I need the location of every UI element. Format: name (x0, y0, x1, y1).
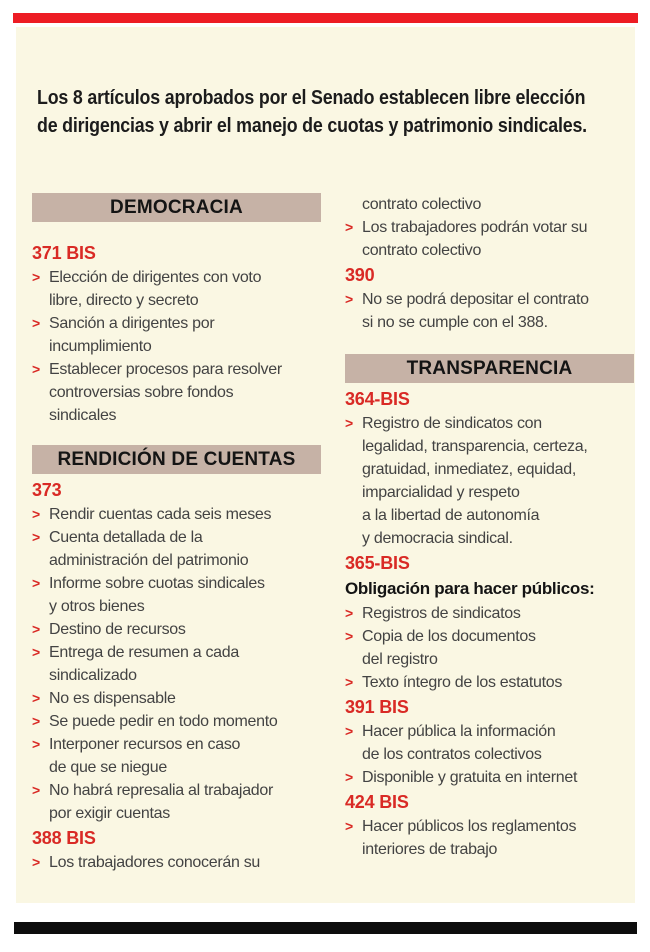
list-item (32, 687, 321, 710)
chevron-bullet-icon: > (32, 621, 40, 637)
item-text: Rendir cuentas cada seis meses (49, 506, 272, 523)
chevron-bullet-icon: > (32, 529, 40, 545)
top-red-divider (13, 13, 638, 23)
section-header: RENDICIÓN DE CUENTAS (32, 445, 321, 474)
chevron-bullet-icon: > (32, 713, 40, 729)
chevron-bullet-icon: > (345, 723, 353, 739)
chevron-bullet-icon: > (32, 269, 40, 285)
item-text: Registros de sindicatos (362, 605, 521, 622)
headline-line-1: Los 8 artículos aprobados por el Senado establecen libre elección (37, 87, 586, 109)
list-item (345, 216, 634, 262)
article-number: 391 BIS (345, 697, 409, 717)
chevron-bullet-icon: > (345, 769, 353, 785)
page-headline (37, 84, 624, 140)
item-text: Los trabajadores podrán votar su contrato colectivo (362, 219, 588, 259)
item-text: Elección de dirigentes con voto libre, directo y secreto (49, 269, 262, 309)
article-number: 364-BIS (345, 389, 410, 409)
item-text: Hacer públicos los reglamentos interiores de trabajo (362, 818, 577, 858)
item-text: No habrá represalia al trabajador por exigir cuentas (49, 782, 274, 822)
list-item (345, 720, 634, 766)
item-text: Interponer recursos en caso de que se niegue (49, 736, 241, 776)
chevron-bullet-icon: > (345, 818, 353, 834)
list-item (32, 358, 321, 427)
item-text: Entrega de resumen a cada sindicalizado (49, 644, 239, 684)
chevron-bullet-icon: > (345, 219, 353, 235)
list-item (32, 312, 321, 358)
section-header: TRANSPARENCIA (345, 354, 634, 383)
list-item (32, 618, 321, 641)
item-text: Cuenta detallada de la administración del patrimonio (49, 529, 249, 569)
chevron-bullet-icon: > (32, 361, 40, 377)
chevron-bullet-icon: > (32, 736, 40, 752)
chevron-bullet-icon: > (345, 674, 353, 690)
list-item (32, 710, 321, 733)
chevron-bullet-icon: > (32, 644, 40, 660)
list-item (345, 766, 634, 789)
item-text: Establecer procesos para resolver controversias sobre fondos sindicales (49, 361, 282, 424)
item-text: Se puede pedir en todo momento (49, 713, 278, 730)
list-item (345, 815, 634, 861)
list-item (32, 266, 321, 312)
list-item (32, 779, 321, 825)
list-item (32, 572, 321, 618)
chevron-bullet-icon: > (32, 575, 40, 591)
chevron-bullet-icon: > (32, 782, 40, 798)
item-text: Copia de los documentos del registro (362, 628, 536, 668)
list-item (32, 733, 321, 779)
chevron-bullet-icon: > (345, 415, 353, 431)
item-text: Registro de sindicatos con legalidad, transparencia, certeza, gratuidad, inmediatez, equidad, imparcialidad y respeto a la libertad de autonomía y democracia sindical. (362, 415, 588, 547)
item-text: Informe sobre cuotas sindicales y otros bienes (49, 575, 265, 615)
list-item (32, 526, 321, 572)
list-item (32, 851, 321, 874)
list-item (345, 671, 634, 694)
headline-line-2: de dirigencias y abrir el manejo de cuotas y patrimonio sindicales. (37, 115, 587, 137)
list-item (345, 412, 634, 550)
chevron-bullet-icon: > (32, 315, 40, 331)
section-header: DEMOCRACIA (32, 193, 321, 222)
chevron-bullet-icon: > (345, 291, 353, 307)
article-number: 371 BIS (32, 243, 96, 263)
article-number: 373 (32, 480, 62, 500)
item-text: Destino de recursos (49, 621, 186, 638)
item-text: Texto íntegro de los estatutos (362, 674, 563, 691)
list-item (32, 503, 321, 526)
bottom-black-divider (14, 922, 637, 934)
chevron-bullet-icon: > (32, 854, 40, 870)
chevron-bullet-icon: > (345, 605, 353, 621)
item-text: Hacer pública la información de los contratos colectivos (362, 723, 556, 763)
column-right (345, 193, 634, 861)
item-text: Los trabajadores conocerán su (49, 854, 260, 871)
list-item (345, 625, 634, 671)
article-number: 365-BIS (345, 553, 410, 573)
list-item (345, 602, 634, 625)
item-text: No es dispensable (49, 690, 176, 707)
chevron-bullet-icon: > (32, 506, 40, 522)
list-item (345, 288, 634, 334)
item-text: contrato colectivo (362, 196, 482, 213)
list-item (32, 641, 321, 687)
subheading: Obligación para hacer públicos: (345, 579, 595, 598)
article-number: 424 BIS (345, 792, 409, 812)
item-text: Disponible y gratuita en internet (362, 769, 578, 786)
continuation-item (345, 193, 634, 216)
chevron-bullet-icon: > (32, 690, 40, 706)
article-number: 388 BIS (32, 828, 96, 848)
chevron-bullet-icon: > (345, 628, 353, 644)
item-text: Sanción a dirigentes por incumplimiento (49, 315, 215, 355)
item-text: No se podrá depositar el contrato si no se cumple con el 388. (362, 291, 589, 331)
column-left (32, 193, 321, 874)
article-number: 390 (345, 265, 375, 285)
